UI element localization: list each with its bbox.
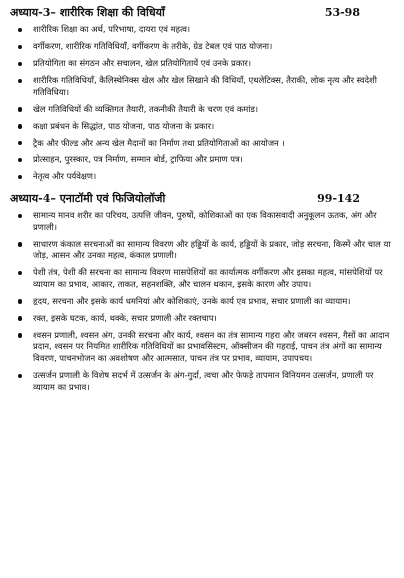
topic-item <box>18 296 396 308</box>
bullet-icon <box>18 316 22 320</box>
topic-text: प्रोत्साहन, पुरस्कार, पत्र निर्माण, सम्मान बोर्ड, ट्राफिया और प्रमाण पत्र। <box>33 154 243 165</box>
chapter-3-page-range: 53-98 <box>324 6 360 19</box>
bullet-icon <box>18 333 22 337</box>
topic-text: रक्त, इसके घटक, कार्य, थक्के, सचार प्रणाली और रक्तचाप। <box>33 312 217 323</box>
topic-text: वर्गीकरण, शारीरिक गतिविधियाँ, वर्गीकरण के तरीके, ग्रेड टेबल एवं पाठ योजना। <box>33 40 273 51</box>
topic-item <box>18 75 396 98</box>
topic-item <box>18 104 396 116</box>
topic-text: श्वसन प्रणाली, श्वसन अंग, उनकी सरचना और कार्य, श्वसन का तंत्र सामान्य गहरा और जबरन श्वसन, गैसों का आदान प्रदान, श्वसन पर नियमित शारीरिक गतिविधियों का प्रभावसिस्टम, ऑक्सीजन की गहराई, पाचन तंत्र अंगों का सामान्य विवरण, पाचनभोजन का अवशोषण और आत्मसात, पाचन तंत्र पर प्रभाव, व्यायाम, उपापचय। <box>33 329 390 363</box>
chapter-3-title: अध्याय-3– शारीरिक शिक्षा की विधियाँ <box>10 6 165 19</box>
bullet-icon <box>18 28 22 32</box>
chapter-3-section <box>10 6 396 183</box>
topic-text: सामान्य मानव शरीर का परिचय, उत्पत्ति जीवन, पुरुषों, कोशिकाओं का एक विकासवादी अनुकूलन ऊतक, अंग और प्रणाली। <box>33 210 377 232</box>
chapter-4-page-range: 99-142 <box>317 192 360 206</box>
topic-item <box>18 313 396 325</box>
bullet-icon <box>18 299 22 303</box>
bullet-icon <box>18 214 22 218</box>
chapter-3-topic-list <box>10 24 396 183</box>
chapter-3-heading <box>10 6 396 20</box>
chapter-4-topic-list <box>10 210 396 393</box>
topic-item <box>18 58 396 70</box>
bullet-icon <box>18 124 22 128</box>
topic-item <box>18 121 396 133</box>
bullet-icon <box>18 141 22 145</box>
bullet-icon <box>18 158 22 162</box>
bullet-icon <box>18 374 22 378</box>
bullet-icon <box>18 79 22 83</box>
bullet-icon <box>18 107 22 111</box>
bullet-icon <box>18 271 22 275</box>
topic-item <box>18 267 396 290</box>
topic-item <box>18 210 396 233</box>
chapter-4-title: अध्याय-4– एनाटॉमी एवं फिजियोलॉजी <box>10 192 166 206</box>
topic-text: साधारण कंकाल सरचनाओं का सामान्य विवरण और हड्डियों के कार्य, हड्डियों के प्रकार, जोड़ सरचना, किस्में और चाल या जोड़, आसन और उनका महत्व, कंकाल प्रणाली। <box>33 238 391 261</box>
topic-text: खेल गतिविधियों की व्यक्तिगत तैयारी, तकनीकी तैयारी के चरण एवं कमांड। <box>33 103 259 114</box>
topic-item <box>18 171 396 183</box>
topic-item <box>18 239 396 262</box>
topic-text: पेशी तंत्र, पेशी की सरचना का सामान्य विवरण मासपेशियों का कार्यात्मक वर्गीकरण और इसका महत्व, मांसपेशियों पर व्यायाम का प्रभाव, आकार, ताकत, सहनशक्ति, और चालन थकान, इसके कारण और उपाय। <box>33 267 383 289</box>
topic-text: शारीरिक शिक्षा का अर्थ, परिभाषा, दायरा एवं महत्व। <box>33 24 191 34</box>
topic-text: उत्सर्जन प्रणाली के विशेष सदर्भ में उत्सर्जन के अंग-गुर्दा, त्वचा और फेफड़े तापमान विनियमन उत्सर्जन, प्रणाली पर व्यायाम का प्रभाव। <box>33 369 374 392</box>
chapter-4-heading <box>10 192 396 206</box>
topic-text: ट्रैक और फील्ड और अन्य खेल मैदानों का निर्माण तथा प्रतियोगिताओं का आयोजन । <box>33 137 285 148</box>
topic-text: नेतृत्व और पर्यवेक्षण। <box>33 171 97 182</box>
topic-text: हृदय, सरचना और इसके कार्य धमनियां और कोशिकाएं, उनके कार्य एव प्रभाव, सचार प्रणाली का व्यायाम। <box>33 295 351 306</box>
topic-text: कक्षा प्रबंधन के सिद्धांत, पाठ योजना, पाठ योजना के प्रकार। <box>33 120 215 131</box>
bullet-icon <box>18 175 22 179</box>
topic-text: प्रतियोगिता का संगठन और सचालन, खेल प्रतियोगितायें एवं उनके प्रकार। <box>33 57 252 68</box>
chapter-4-section <box>10 192 396 393</box>
bullet-icon <box>18 45 22 49</box>
topic-item <box>18 154 396 166</box>
topic-item <box>18 330 396 365</box>
topic-item <box>18 370 396 393</box>
bullet-icon <box>18 242 22 246</box>
topic-item <box>18 138 396 150</box>
topic-item <box>18 41 396 53</box>
bullet-icon <box>18 62 22 66</box>
topic-text: शारीरिक गतिविधियाँ, कैलिस्थेनिक्स खेल और खेल सिखाने की विधियाँ, एथलेटिक्स, तैराकी, लोक नृत्य और स्वदेशी गतिविधिया। <box>33 74 377 97</box>
topic-item <box>18 24 396 36</box>
